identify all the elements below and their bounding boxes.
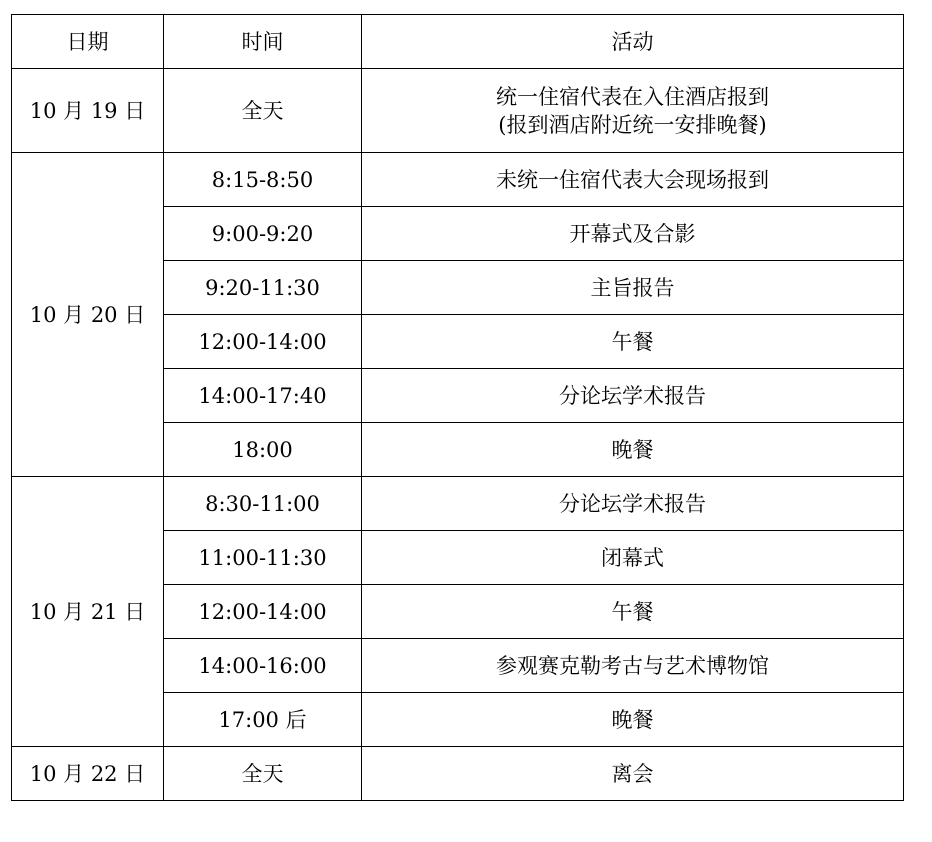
activity-cell: 闭幕式 [362,531,904,585]
schedule-table [11,14,904,801]
date-cell: 10 月 22 日 [12,747,164,801]
activity-cell: 未统一住宿代表大会现场报到 [362,153,904,207]
time-cell: 9:20-11:30 [164,261,362,315]
time-cell: 14:00-17:40 [164,369,362,423]
header-date: 日期 [12,15,164,69]
date-cell: 10 月 19 日 [12,69,164,153]
date-cell: 10 月 21 日 [12,477,164,747]
activity-cell: 午餐 [362,585,904,639]
time-cell: 全天 [164,69,362,153]
time-cell: 8:30-11:00 [164,477,362,531]
activity-line: 统一住宿代表在入住酒店报到 [496,84,769,109]
activity-cell: 分论坛学术报告 [362,369,904,423]
activity-cell: 开幕式及合影 [362,207,904,261]
time-cell: 9:00-9:20 [164,207,362,261]
table-row [12,747,904,801]
time-cell: 11:00-11:30 [164,531,362,585]
table-row [12,69,904,153]
activity-cell: 离会 [362,747,904,801]
activity-cell: 晚餐 [362,423,904,477]
table-row [12,153,904,207]
time-cell: 12:00-14:00 [164,585,362,639]
activity-cell: 午餐 [362,315,904,369]
date-cell: 10 月 20 日 [12,153,164,477]
time-cell: 18:00 [164,423,362,477]
time-cell: 8:15-8:50 [164,153,362,207]
table-row [12,477,904,531]
activity-line: (报到酒店附近统一安排晚餐) [498,112,767,137]
activity-cell: 参观赛克勒考古与艺术博物馆 [362,639,904,693]
activity-cell: 晚餐 [362,693,904,747]
activity-cell: 分论坛学术报告 [362,477,904,531]
header-time: 时间 [164,15,362,69]
header-row [12,15,904,69]
header-activity: 活动 [362,15,904,69]
time-cell: 14:00-16:00 [164,639,362,693]
activity-cell [362,69,904,153]
time-cell: 12:00-14:00 [164,315,362,369]
activity-cell: 主旨报告 [362,261,904,315]
time-cell: 17:00 后 [164,693,362,747]
time-cell: 全天 [164,747,362,801]
